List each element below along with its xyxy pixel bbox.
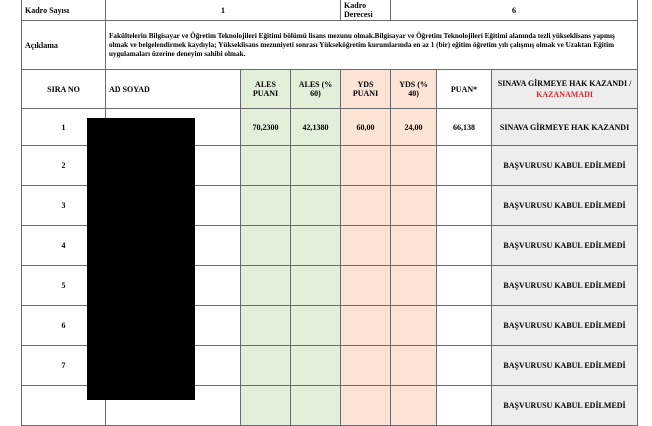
header-ales-60: ALES (% 60) [291, 70, 341, 109]
row-status: SINAVA GİRMEYE HAK KAZANDI [492, 109, 638, 146]
row-puan [437, 386, 492, 426]
row-yds [341, 266, 391, 306]
row-sira: 1 [22, 109, 106, 146]
row-sira: 6 [22, 306, 106, 346]
row-sira: 5 [22, 266, 106, 306]
row-status: BAŞVURUSU KABUL EDİLMEDİ [492, 186, 638, 226]
row-puan [437, 146, 492, 186]
kadro-sayisi-value: 1 [106, 0, 341, 21]
row-ales-60 [291, 186, 341, 226]
header-yds-40: YDS (% 40) [391, 70, 437, 109]
row-yds [341, 386, 391, 426]
header-status-hak-kazandi: SINAVA GİRMEYE HAK KAZANDI / [497, 79, 632, 88]
row-ales-60 [291, 346, 341, 386]
row-sira: 3 [22, 186, 106, 226]
header-puan: PUAN* [437, 70, 492, 109]
header-yds-puani: YDS PUANI [341, 70, 391, 109]
kadro-row [22, 0, 638, 21]
row-yds [341, 146, 391, 186]
row-yds-40 [391, 186, 437, 226]
row-status: BAŞVURUSU KABUL EDİLMEDİ [492, 146, 638, 186]
row-ales-60 [291, 266, 341, 306]
row-ales [241, 146, 291, 186]
header-status [492, 70, 638, 109]
row-ales-60 [291, 146, 341, 186]
row-ales-60 [291, 226, 341, 266]
header-status-kazanamadi: KAZANAMADI [536, 90, 593, 99]
row-ales [241, 266, 291, 306]
row-status: BAŞVURUSU KABUL EDİLMEDİ [492, 306, 638, 346]
row-puan [437, 226, 492, 266]
header-ad-soyad: AD SOYAD [106, 70, 241, 109]
header-sira-no: SIRA NO [22, 70, 106, 109]
row-sira: 4 [22, 226, 106, 266]
row-yds-40 [391, 386, 437, 426]
row-puan [437, 266, 492, 306]
aciklama-text: Fakültelerin Bilgisayar ve Öğretim Teknolojileri Eğitimi bölümü lisans mezunu olmak.Bilgisayar ve Öğretim Teknolojileri Eğitimi alanında tezli yükseklisans yapmış olmak ve belgelendirmek kaydıyla; Yükseklisans mezuniyeti sonrası Yükseköğretim kurumlarında en az 1 (bir) eğitim öğretim yılı çalışmış olmak ve Uzaktan Eğitim uygulamaları üzerine deneyim sahibi olmak. [106, 21, 638, 70]
aciklama-row [22, 21, 638, 70]
row-yds-40 [391, 146, 437, 186]
row-yds [341, 186, 391, 226]
kadro-derecesi-label: Kadro Derecesi [341, 0, 391, 21]
row-status: BAŞVURUSU KABUL EDİLMEDİ [492, 346, 638, 386]
row-yds-40 [391, 346, 437, 386]
row-puan [437, 186, 492, 226]
row-yds-40 [391, 266, 437, 306]
row-yds: 60,00 [341, 109, 391, 146]
kadro-sayisi-label: Kadro Sayısı [22, 0, 106, 21]
row-ales [241, 386, 291, 426]
row-ales [241, 306, 291, 346]
row-yds [341, 346, 391, 386]
row-ales-60 [291, 306, 341, 346]
kadro-derecesi-value: 6 [391, 0, 638, 21]
row-status: BAŞVURUSU KABUL EDİLMEDİ [492, 386, 638, 426]
row-status: BAŞVURUSU KABUL EDİLMEDİ [492, 226, 638, 266]
row-yds-40 [391, 306, 437, 346]
row-puan [437, 306, 492, 346]
row-yds [341, 226, 391, 266]
row-sira: 2 [22, 146, 106, 186]
row-puan [437, 346, 492, 386]
row-yds-40 [391, 226, 437, 266]
redaction-block [87, 118, 195, 400]
header-row [22, 70, 638, 109]
row-puan: 66,138 [437, 109, 492, 146]
row-ales [241, 186, 291, 226]
row-status: BAŞVURUSU KABUL EDİLMEDİ [492, 266, 638, 306]
row-ales: 70,2300 [241, 109, 291, 146]
row-ales-60 [291, 386, 341, 426]
row-sira: 7 [22, 346, 106, 386]
aciklama-label: Açıklama [22, 21, 106, 70]
header-ales-puani: ALES PUANI [241, 70, 291, 109]
row-ales-60: 42,1380 [291, 109, 341, 146]
row-ales [241, 226, 291, 266]
row-yds [341, 306, 391, 346]
row-ales [241, 346, 291, 386]
row-yds-40: 24,00 [391, 109, 437, 146]
